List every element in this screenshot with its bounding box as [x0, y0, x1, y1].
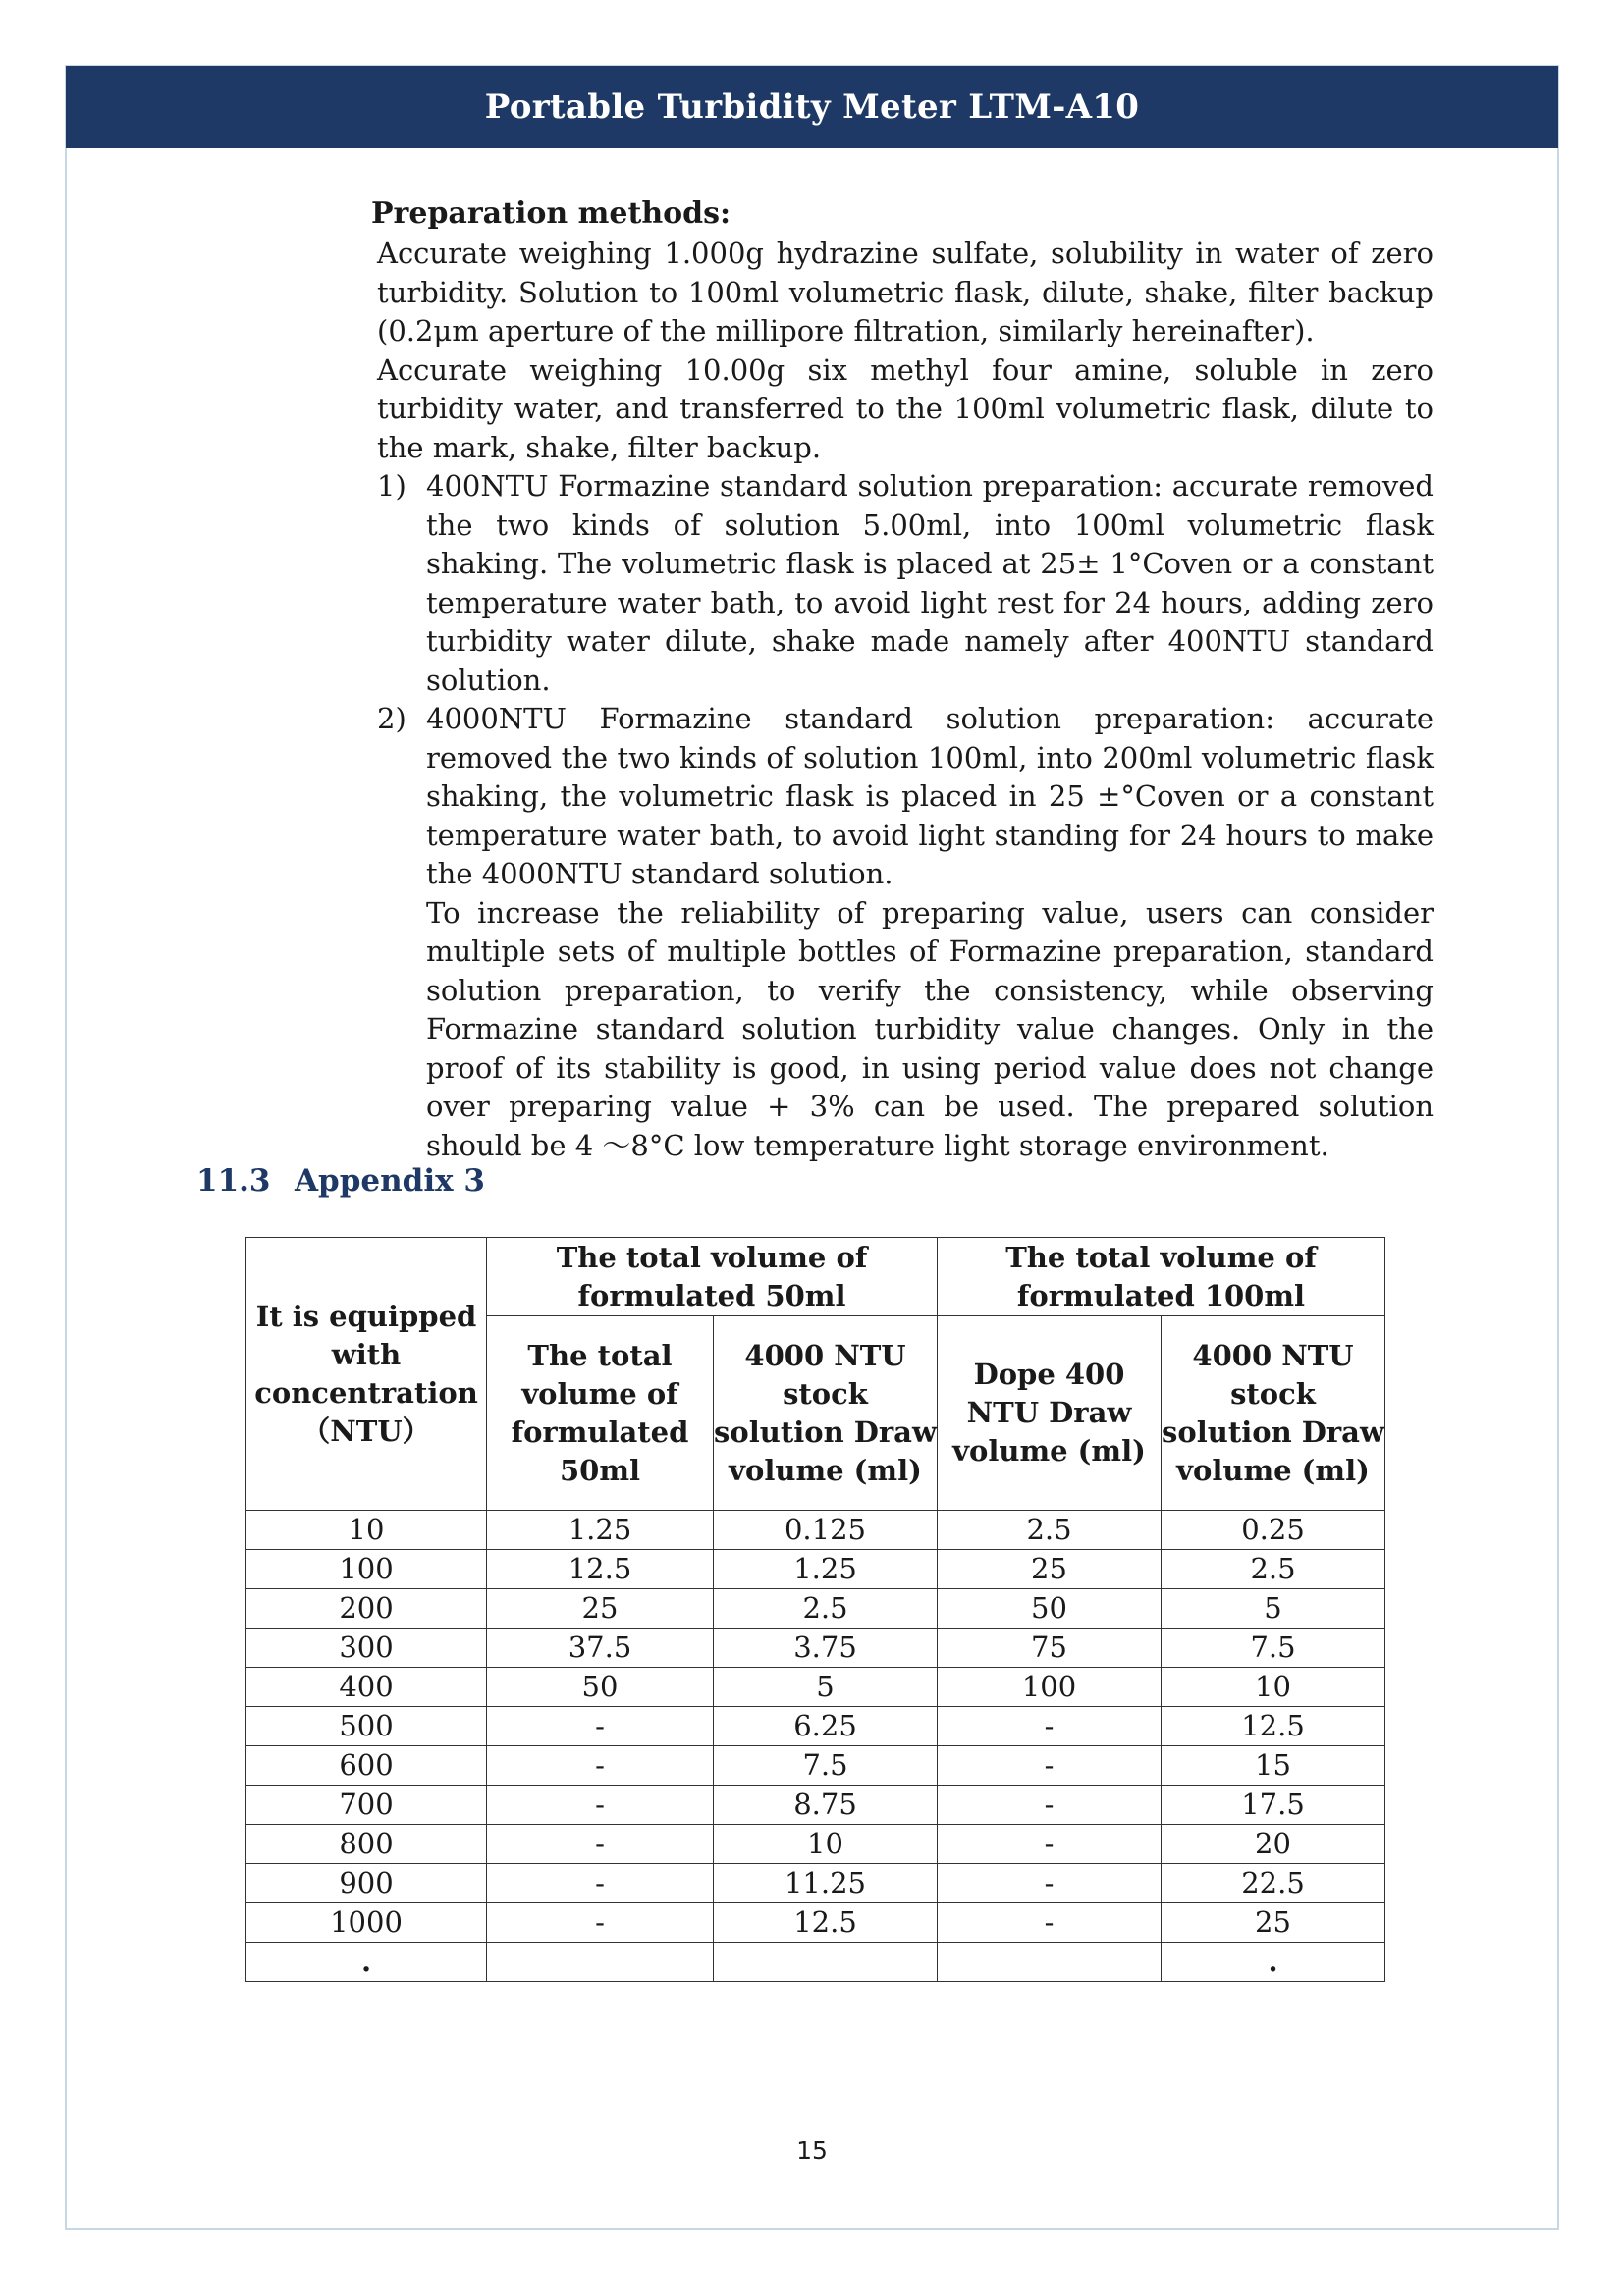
table-cell: 700 [246, 1786, 487, 1825]
table-cell: 8.75 [714, 1786, 938, 1825]
table-cell: 1.25 [487, 1511, 714, 1550]
table-cell: 100 [938, 1668, 1162, 1707]
table-row [246, 1589, 1385, 1629]
table-cell: 15 [1162, 1746, 1385, 1786]
table-row [246, 1903, 1385, 1943]
table-cell: 37.5 [487, 1629, 714, 1668]
table-cell: 0.125 [714, 1511, 938, 1550]
table-row [246, 1864, 1385, 1903]
table-cell: - [938, 1864, 1162, 1903]
table-cell: 500 [246, 1707, 487, 1746]
preparation-section [371, 196, 1434, 1165]
table-cell: . [246, 1943, 487, 1982]
table-cell: 12.5 [487, 1550, 714, 1589]
group-header-50ml: The total volume of formulated 50ml [487, 1238, 938, 1316]
table-row [246, 1511, 1385, 1550]
table-cell: 2.5 [714, 1589, 938, 1629]
table-row [246, 1550, 1385, 1589]
table-cell: 5 [1162, 1589, 1385, 1629]
table-cell: 50 [487, 1668, 714, 1707]
table-cell: 22.5 [1162, 1864, 1385, 1903]
table-cell: 600 [246, 1746, 487, 1786]
table-cell: 1.25 [714, 1550, 938, 1589]
table-cell: - [938, 1825, 1162, 1864]
table-cell: - [938, 1786, 1162, 1825]
table-cell: . [1162, 1943, 1385, 1982]
table-cell: 7.5 [1162, 1629, 1385, 1668]
table-cell: 17.5 [1162, 1786, 1385, 1825]
table-cell: 800 [246, 1825, 487, 1864]
table-cell: 50 [938, 1589, 1162, 1629]
table-cell: 5 [714, 1668, 938, 1707]
closing-paragraph: To increase the reliability of preparing value, users can consider multiple sets of multiple bottles of Formazine preparation, standard solution preparation, to verify the consistency, while observing Formazine standard solution turbidity value changes. Only in the proof of its stability is good, in using period value does not change over preparing value + 3% can be used. The prepared solution should be 4 ～8°C low temperature light storage environment. [426, 895, 1434, 1162]
group-header-100ml: The total volume of formulated 100ml [938, 1238, 1385, 1316]
table-cell: 400 [246, 1668, 487, 1707]
paragraph: Accurate weighing 10.00g six methyl four amine, soluble in zero turbidity water, and transferred to the 100ml volumetric flask, dilute to the mark, shake, filter backup. [377, 352, 1434, 464]
table-cell: 300 [246, 1629, 487, 1668]
table-row [246, 1943, 1385, 1982]
table-row [246, 1629, 1385, 1668]
sub-header: Dope 400 NTU Draw volume (ml) [938, 1316, 1162, 1511]
table-cell: 0.25 [1162, 1511, 1385, 1550]
table-cell: 200 [246, 1589, 487, 1629]
table-row [246, 1668, 1385, 1707]
section-number: 11.3 [196, 1163, 271, 1199]
table-cell: - [487, 1825, 714, 1864]
table-cell: 6.25 [714, 1707, 938, 1746]
table-cell: 12.5 [714, 1903, 938, 1943]
page-number: 15 [796, 2136, 828, 2164]
table-cell: - [938, 1903, 1162, 1943]
list-text: 400NTU Formazine standard solution preparation: accurate removed the two kinds of solution 5.00ml, into 100ml volumetric flask shaking. The volumetric flask is placed at 25± 1°Coven or a constant temperature water bath, to avoid light rest for 24 hours, adding zero turbidity water dilute, shake made namely after 400NTU standard solution. [426, 469, 1434, 697]
section-title: Appendix 3 [295, 1163, 485, 1199]
sub-header: The total volume of formulated 50ml [487, 1316, 714, 1511]
table-cell: - [487, 1707, 714, 1746]
table-cell: 25 [1162, 1903, 1385, 1943]
preparation-heading: Preparation methods: [371, 196, 731, 231]
table-cell: 100 [246, 1550, 487, 1589]
table-cell: 10 [1162, 1668, 1385, 1707]
table-row [246, 1786, 1385, 1825]
header-bar [66, 66, 1558, 148]
list-item [377, 700, 1434, 894]
document-title: Portable Turbidity Meter LTM-A10 [484, 87, 1140, 127]
table-body [246, 1511, 1385, 1982]
table-cell: 25 [938, 1550, 1162, 1589]
table-cell [714, 1943, 938, 1982]
column-header-concentration: It is equipped with concentration（NTU） [246, 1238, 487, 1511]
sub-header: 4000 NTU stock solution Draw volume (ml) [714, 1316, 938, 1511]
table-cell: 10 [714, 1825, 938, 1864]
table-cell: 25 [487, 1589, 714, 1629]
table-cell: - [487, 1864, 714, 1903]
table-cell: 12.5 [1162, 1707, 1385, 1746]
table-row [246, 1746, 1385, 1786]
table-cell: - [938, 1707, 1162, 1746]
table-cell: 900 [246, 1864, 487, 1903]
table-row [246, 1707, 1385, 1746]
list-number: 1) [377, 469, 406, 503]
appendix-table [245, 1237, 1385, 1982]
table-cell: - [487, 1786, 714, 1825]
table-cell: 3.75 [714, 1629, 938, 1668]
table-cell: 11.25 [714, 1864, 938, 1903]
table-cell: 7.5 [714, 1746, 938, 1786]
table-cell: 75 [938, 1629, 1162, 1668]
table-cell: 2.5 [1162, 1550, 1385, 1589]
list-text: 4000NTU Formazine standard solution preparation: accurate removed the two kinds of solution 100ml, into 200ml volumetric flask shaking, the volumetric flask is placed in 25 ±°Coven or a constant temperature water bath, to avoid light standing for 24 hours to make the 4000NTU standard solution. [426, 702, 1434, 890]
table-cell [487, 1943, 714, 1982]
table-cell: - [487, 1746, 714, 1786]
sub-header: 4000 NTU stock solution Draw volume (ml) [1162, 1316, 1385, 1511]
table-row [246, 1825, 1385, 1864]
list-item [377, 467, 1434, 700]
section-heading [196, 1163, 485, 1199]
table-cell: 20 [1162, 1825, 1385, 1864]
table-cell: - [487, 1903, 714, 1943]
table-cell: 2.5 [938, 1511, 1162, 1550]
paragraph: Accurate weighing 1.000g hydrazine sulfate, solubility in water of zero turbidity. Solution to 100ml volumetric flask, dilute, shake, filter backup (0.2μm aperture of the millipore filtration, similarly hereinafter). [377, 237, 1434, 347]
table-cell: - [938, 1746, 1162, 1786]
table-cell [938, 1943, 1162, 1982]
table-cell: 1000 [246, 1903, 487, 1943]
table-cell: 10 [246, 1511, 487, 1550]
list-number: 2) [377, 702, 406, 735]
